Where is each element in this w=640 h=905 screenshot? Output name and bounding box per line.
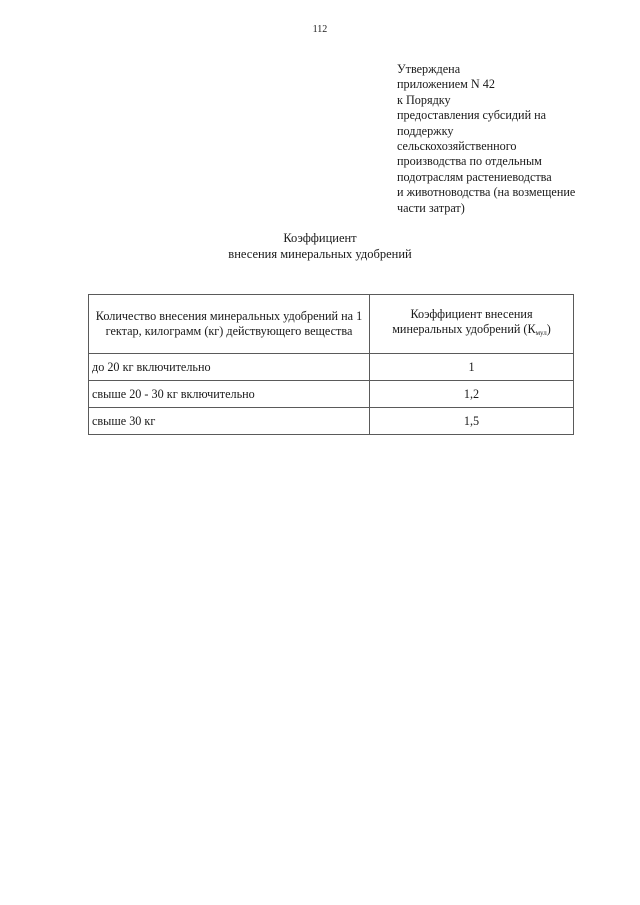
table-header-row bbox=[89, 295, 574, 354]
page-number: 112 bbox=[312, 24, 328, 35]
header-coefficient-subscript: мул bbox=[535, 329, 547, 337]
header-coefficient-prefix: Коэффициент внесения минеральных удобрений (К bbox=[392, 306, 536, 336]
cell-coefficient: 1 bbox=[370, 354, 574, 381]
document-title bbox=[0, 230, 640, 262]
cell-quantity: свыше 30 кг bbox=[89, 408, 370, 435]
cell-coefficient: 1,5 bbox=[370, 408, 574, 435]
approval-line: Утверждена bbox=[397, 62, 461, 76]
approval-line: производства по отдельным bbox=[397, 154, 542, 169]
header-coefficient bbox=[370, 295, 574, 354]
cell-quantity: до 20 кг включительно bbox=[89, 354, 370, 381]
approval-line: приложением N 42 bbox=[397, 77, 495, 92]
approval-line: части затрат) bbox=[397, 200, 465, 215]
approval-line: и животноводства (на возмещение bbox=[397, 185, 576, 200]
approval-line: к Порядку bbox=[397, 92, 451, 107]
approval-line: сельскохозяйственного bbox=[397, 139, 517, 154]
approval-block bbox=[397, 62, 617, 216]
table-row bbox=[89, 381, 574, 408]
title-line-2: внесения минеральных удобрений bbox=[228, 247, 412, 261]
header-quantity: Количество внесения минеральных удобрений на 1 гектар, килограмм (кг) действующего вещества bbox=[89, 295, 370, 354]
header-coefficient-suffix: ) bbox=[546, 322, 551, 336]
cell-quantity: свыше 20 - 30 кг включительно bbox=[89, 381, 370, 408]
approval-line: поддержку bbox=[397, 123, 454, 138]
approval-line: подотраслям растениеводства bbox=[397, 169, 552, 184]
title-line-1: Коэффициент bbox=[283, 231, 357, 245]
table-row bbox=[89, 354, 574, 381]
approval-line: предоставления субсидий на bbox=[397, 108, 547, 123]
cell-coefficient: 1,2 bbox=[370, 381, 574, 408]
coefficient-table bbox=[88, 294, 574, 435]
table-row bbox=[89, 408, 574, 435]
